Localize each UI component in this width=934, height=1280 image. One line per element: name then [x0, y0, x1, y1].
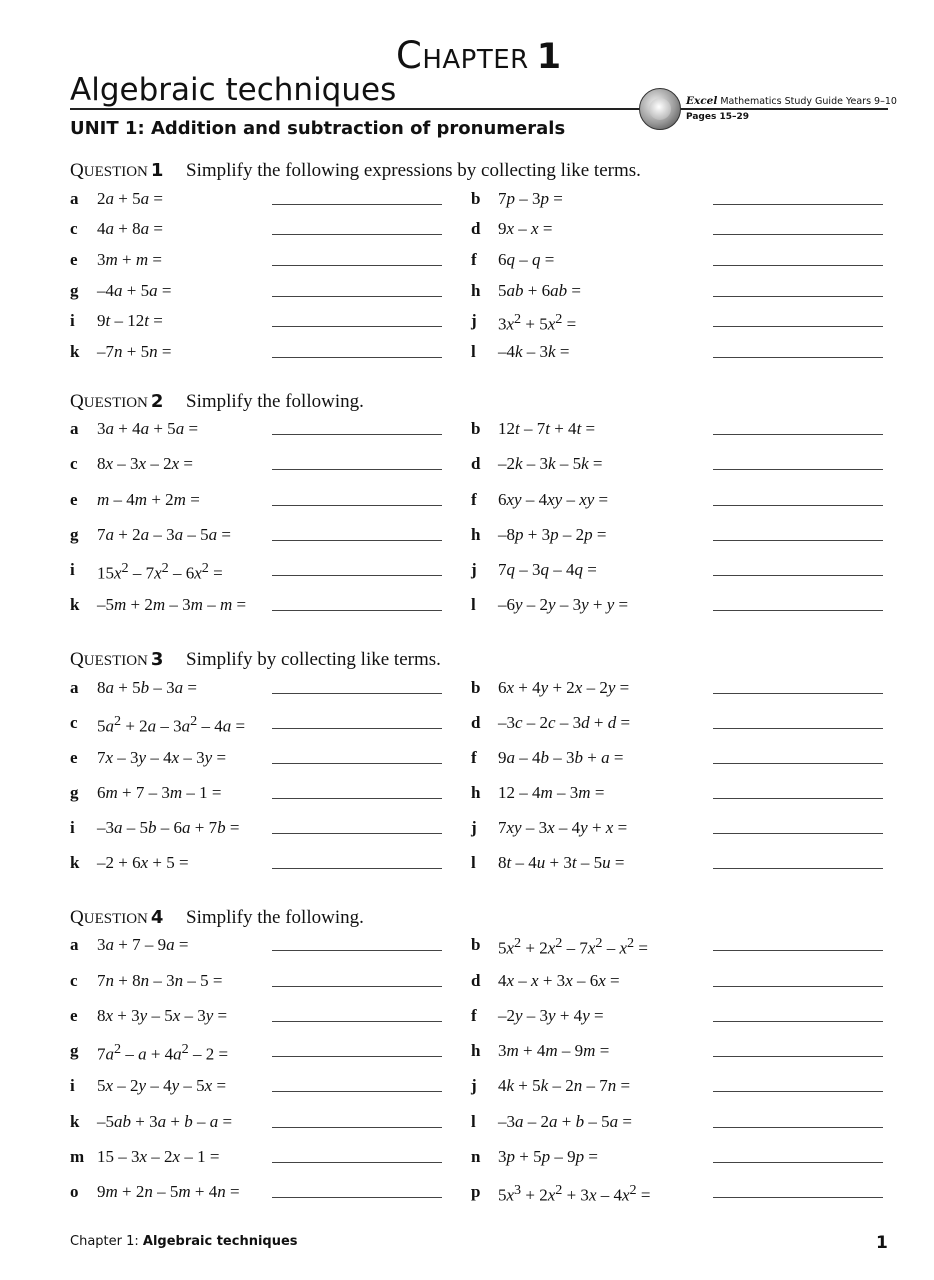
item-expression: 9a – 4b – 3b + a =	[498, 748, 624, 767]
answer-line[interactable]	[272, 610, 442, 611]
chapter-initial: C	[396, 34, 423, 77]
item-expression: 4a + 8a =	[97, 219, 163, 238]
item-label: l	[471, 342, 476, 361]
item-label: b	[471, 419, 481, 438]
item-label: k	[70, 342, 80, 361]
item-expression: 7p – 3p =	[498, 189, 563, 208]
chapter-word: HAPTER	[422, 45, 529, 75]
item-expression: 4k + 5k – 2n – 7n =	[498, 1076, 631, 1095]
item-expression: –4k – 3k =	[498, 342, 570, 361]
item-label: l	[471, 595, 476, 614]
item-expression: $5x^3 + 2x^2 + 3x - 4x^2$ =	[498, 1182, 651, 1205]
answer-line[interactable]	[713, 505, 883, 506]
item-label: b	[471, 189, 481, 208]
answer-line[interactable]	[272, 505, 442, 506]
answer-line[interactable]	[272, 204, 442, 205]
question-word: UESTION	[83, 164, 148, 180]
item-label: l	[471, 853, 476, 872]
item-expression: –2 + 6x + 5 =	[97, 853, 189, 872]
answer-line[interactable]	[713, 540, 883, 541]
question-heading	[70, 160, 641, 182]
answer-line[interactable]	[713, 357, 883, 358]
item-expression: 5ab + 6ab =	[498, 281, 581, 300]
answer-line[interactable]	[713, 265, 883, 266]
question-word: UESTION	[83, 653, 148, 669]
item-expression: 9m + 2n – 5m + 4n =	[97, 1182, 240, 1201]
guide-rule	[678, 108, 888, 110]
item-expression: 2a + 5a =	[97, 189, 163, 208]
item-label: a	[70, 189, 79, 208]
item-expression: $7a^2 - a + 4a^2 - 2$ =	[97, 1041, 229, 1064]
item-expression: 8t – 4u + 3t – 5u =	[498, 853, 625, 872]
item-label: j	[471, 560, 477, 579]
answer-line[interactable]	[713, 1021, 883, 1022]
item-label: e	[70, 250, 78, 269]
item-label: d	[471, 454, 481, 473]
question-heading	[70, 649, 441, 671]
page-range: Pages 15–29	[686, 112, 750, 122]
footer-chapter: Chapter 1:	[70, 1234, 143, 1249]
answer-line[interactable]	[272, 1162, 442, 1163]
item-expression: 3m + 4m – 9m =	[498, 1041, 610, 1060]
item-expression: $15x^2 - 7x^2 - 6x^2$ =	[97, 560, 223, 583]
answer-line[interactable]	[272, 575, 442, 576]
answer-line[interactable]	[272, 434, 442, 435]
item-label: j	[471, 1076, 477, 1095]
item-label: e	[70, 490, 78, 509]
item-expression: 6q – q =	[498, 250, 555, 269]
chapter-number: 1	[536, 37, 562, 77]
item-expression: 3p + 5p – 9p =	[498, 1147, 598, 1166]
item-label: g	[70, 783, 79, 802]
item-expression: 9x – x =	[498, 219, 553, 238]
item-expression: –3a – 2a + b – 5a =	[498, 1112, 632, 1131]
item-label: i	[70, 311, 75, 330]
answer-line[interactable]	[272, 357, 442, 358]
question-word: UESTION	[83, 911, 148, 927]
answer-line[interactable]	[272, 693, 442, 694]
item-expression: 3a + 7 – 9a =	[97, 935, 189, 954]
item-expression: 12 – 4m – 3m =	[498, 783, 605, 802]
question-heading	[70, 391, 364, 413]
answer-line[interactable]	[713, 1197, 883, 1198]
item-label: m	[70, 1147, 85, 1166]
page-title: Algebraic techniques	[70, 72, 397, 108]
answer-line[interactable]	[713, 1127, 883, 1128]
guide-brand: Excel	[686, 95, 718, 107]
answer-line[interactable]	[713, 1056, 883, 1057]
item-expression: $5a^2 + 2a - 3a^2 - 4a$ =	[97, 713, 246, 736]
answer-line[interactable]	[272, 728, 442, 729]
item-label: f	[471, 1006, 477, 1025]
answer-line[interactable]	[272, 1197, 442, 1198]
question-word-initial: Q	[70, 907, 84, 928]
answer-line[interactable]	[713, 204, 883, 205]
item-label: i	[70, 1076, 75, 1095]
item-expression: –2k – 3k – 5k =	[498, 454, 603, 473]
item-label: e	[70, 1006, 78, 1025]
item-label: c	[70, 454, 78, 473]
answer-line[interactable]	[272, 950, 442, 951]
unit-heading	[70, 118, 565, 139]
item-expression: 15 – 3x – 2x – 1 =	[97, 1147, 220, 1166]
item-label: o	[70, 1182, 79, 1201]
item-expression: –7n + 5n =	[97, 342, 172, 361]
item-expression: –6y – 2y – 3y + y =	[498, 595, 629, 614]
answer-line[interactable]	[272, 326, 442, 327]
item-expression: 3m + m =	[97, 250, 162, 269]
chapter-heading	[396, 34, 562, 77]
page-number: 1	[876, 1233, 888, 1253]
item-expression: 8a + 5b – 3a =	[97, 678, 197, 697]
item-expression: –5ab + 3a + b – a =	[97, 1112, 233, 1131]
item-expression: 7a + 2a – 3a – 5a =	[97, 525, 231, 544]
item-expression: 8x – 3x – 2x =	[97, 454, 193, 473]
item-expression: 5x – 2y – 4y – 5x =	[97, 1076, 227, 1095]
item-expression: 6xy – 4xy – xy =	[498, 490, 609, 509]
item-label: f	[471, 250, 477, 269]
item-label: h	[471, 281, 481, 300]
answer-line[interactable]	[713, 326, 883, 327]
answer-line[interactable]	[713, 296, 883, 297]
answer-line[interactable]	[272, 296, 442, 297]
question-instruction: Simplify the following.	[186, 391, 364, 412]
item-label: k	[70, 595, 80, 614]
guide-text: Mathematics Study Guide Years 9–10	[720, 96, 897, 107]
question-number: 4	[150, 907, 164, 928]
item-label: e	[70, 748, 78, 767]
unit-title: Addition and subtraction of pronumerals	[150, 118, 566, 139]
item-label: j	[471, 818, 477, 837]
question-word: UESTION	[83, 395, 148, 411]
item-expression: –3c – 2c – 3d + d =	[498, 713, 631, 732]
item-expression: 6m + 7 – 3m – 1 =	[97, 783, 222, 802]
question-number: 1	[150, 160, 164, 181]
item-label: i	[70, 560, 75, 579]
item-label: c	[70, 713, 78, 732]
item-label: c	[70, 219, 78, 238]
answer-line[interactable]	[713, 434, 883, 435]
question-word-initial: Q	[70, 391, 84, 412]
item-label: b	[471, 935, 481, 954]
answer-line[interactable]	[713, 950, 883, 951]
item-label: h	[471, 783, 481, 802]
answer-line[interactable]	[713, 728, 883, 729]
item-label: d	[471, 971, 481, 990]
item-expression: 7q – 3q – 4q =	[498, 560, 597, 579]
title-rule	[70, 108, 648, 110]
item-expression: $3x^2 + 5x^2$ =	[498, 311, 577, 334]
item-expression: 4x – x + 3x – 6x =	[498, 971, 620, 990]
item-expression: $5x^2 + 2x^2 - 7x^2 - x^2$ =	[498, 935, 648, 958]
answer-line[interactable]	[272, 265, 442, 266]
item-expression: 12t – 7t + 4t =	[498, 419, 596, 438]
answer-line[interactable]	[272, 798, 442, 799]
answer-line[interactable]	[713, 763, 883, 764]
answer-line[interactable]	[272, 540, 442, 541]
answer-line[interactable]	[272, 1021, 442, 1022]
answer-line[interactable]	[713, 1091, 883, 1092]
item-label: l	[471, 1112, 476, 1131]
item-expression: 9t – 12t =	[97, 311, 163, 330]
answer-line[interactable]	[713, 833, 883, 834]
item-expression: 8x + 3y – 5x – 3y =	[97, 1006, 228, 1025]
item-label: g	[70, 1041, 79, 1060]
question-number: 3	[150, 649, 164, 670]
item-expression: m – 4m + 2m =	[97, 490, 200, 509]
item-label: h	[471, 525, 481, 544]
answer-line[interactable]	[713, 1162, 883, 1163]
answer-line[interactable]	[272, 986, 442, 987]
item-label: n	[471, 1147, 481, 1166]
item-expression: 7xy – 3x – 4y + x =	[498, 818, 628, 837]
item-label: i	[70, 818, 75, 837]
item-label: g	[70, 525, 79, 544]
answer-line[interactable]	[272, 469, 442, 470]
question-instruction: Simplify the following.	[186, 907, 364, 928]
answer-line[interactable]	[272, 234, 442, 235]
item-expression: 7n + 8n – 3n – 5 =	[97, 971, 223, 990]
answer-line[interactable]	[713, 986, 883, 987]
answer-line[interactable]	[713, 469, 883, 470]
item-expression: –2y – 3y + 4y =	[498, 1006, 604, 1025]
item-expression: 6x + 4y + 2x – 2y =	[498, 678, 630, 697]
footer	[70, 1234, 298, 1249]
item-label: h	[471, 1041, 481, 1060]
question-heading	[70, 907, 364, 929]
item-label: b	[471, 678, 481, 697]
answer-line[interactable]	[713, 575, 883, 576]
item-label: p	[471, 1182, 481, 1201]
unit-label: UNIT 1:	[70, 118, 145, 139]
item-expression: –8p + 3p – 2p =	[498, 525, 607, 544]
answer-line[interactable]	[713, 798, 883, 799]
answer-line[interactable]	[713, 610, 883, 611]
item-expression: 3a + 4a + 5a =	[97, 419, 199, 438]
question-instruction: Simplify by collecting like terms.	[186, 649, 441, 670]
item-expression: 7x – 3y – 4x – 3y =	[97, 748, 227, 767]
item-label: c	[70, 971, 78, 990]
answer-line[interactable]	[272, 1127, 442, 1128]
item-label: d	[471, 219, 481, 238]
answer-line[interactable]	[272, 1091, 442, 1092]
item-label: f	[471, 490, 477, 509]
question-instruction: Simplify the following expressions by collecting like terms.	[186, 160, 641, 181]
item-label: k	[70, 853, 80, 872]
item-label: f	[471, 748, 477, 767]
question-word-initial: Q	[70, 160, 84, 181]
item-label: g	[70, 281, 79, 300]
question-word-initial: Q	[70, 649, 84, 670]
answer-line[interactable]	[272, 763, 442, 764]
answer-line[interactable]	[713, 868, 883, 869]
study-guide-reference	[686, 95, 897, 107]
item-expression: –3a – 5b – 6a + 7b =	[97, 818, 240, 837]
footer-title: Algebraic techniques	[142, 1234, 298, 1249]
item-label: a	[70, 678, 79, 697]
item-label: k	[70, 1112, 80, 1131]
item-label: j	[471, 311, 477, 330]
answer-line[interactable]	[272, 868, 442, 869]
answer-line[interactable]	[713, 234, 883, 235]
answer-line[interactable]	[272, 1056, 442, 1057]
item-label: a	[70, 935, 79, 954]
answer-line[interactable]	[713, 693, 883, 694]
question-number: 2	[150, 391, 164, 412]
answer-line[interactable]	[272, 833, 442, 834]
item-label: d	[471, 713, 481, 732]
disc-logo-icon	[639, 88, 681, 130]
item-expression: –4a + 5a =	[97, 281, 172, 300]
item-label: a	[70, 419, 79, 438]
item-expression: –5m + 2m – 3m – m =	[97, 595, 247, 614]
